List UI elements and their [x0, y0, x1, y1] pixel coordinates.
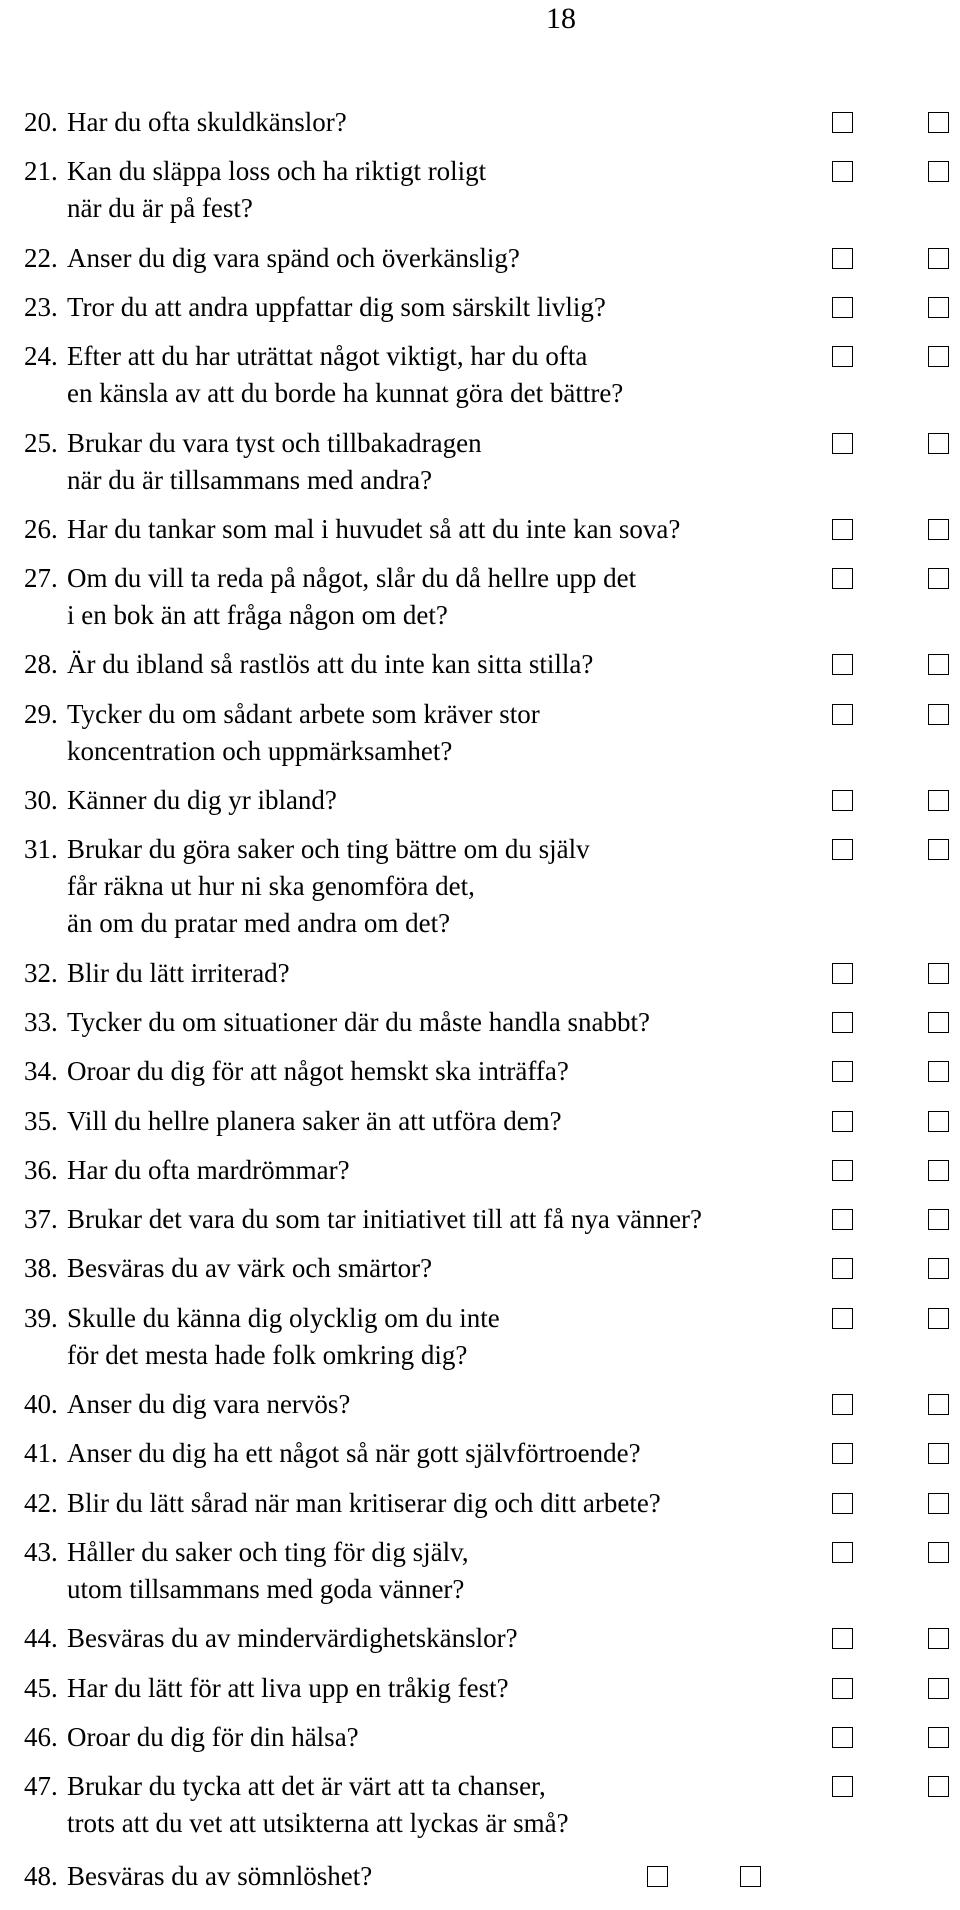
- question-text: [67, 1053, 887, 1090]
- question-text: [67, 1858, 887, 1895]
- answer-yes-checkbox[interactable]: [647, 1866, 668, 1887]
- question-text-line: en känsla av att du borde ha kunnat göra det bättre?: [67, 378, 624, 409]
- question-text-line: Besväras du av sömnlöshet?: [67, 1861, 373, 1891]
- answer-yes-checkbox[interactable]: [832, 1394, 853, 1415]
- answer-yes-checkbox[interactable]: [832, 1443, 853, 1464]
- question-text-line: Besväras du av värk och smärtor?: [67, 1253, 433, 1284]
- question-number: 45.: [24, 1672, 58, 1703]
- question-item: [24, 560, 960, 634]
- question-text: [67, 153, 887, 227]
- answer-yes-checkbox[interactable]: [832, 297, 853, 318]
- question-text: [67, 1250, 887, 1287]
- question-text-line: Brukar du göra saker och ting bättre om du själv: [67, 834, 590, 865]
- question-number: 34.: [24, 1056, 58, 1087]
- answer-yes-checkbox[interactable]: [832, 346, 853, 367]
- answer-no-checkbox[interactable]: [928, 1258, 949, 1279]
- question-item: [24, 1250, 960, 1287]
- question-item: [24, 511, 960, 548]
- question-text-line: Blir du lätt sårad när man kritiserar dig och ditt arbete?: [67, 1487, 661, 1518]
- question-item: [24, 1768, 960, 1842]
- answer-no-checkbox[interactable]: [928, 1776, 949, 1797]
- answer-no-checkbox[interactable]: [928, 1443, 949, 1464]
- question-text-line: Besväras du av mindervärdighetskänslor?: [67, 1623, 518, 1654]
- question-text-line: Efter att du har uträttat något viktigt, har du ofta: [67, 341, 588, 372]
- answer-yes-checkbox[interactable]: [832, 248, 853, 269]
- question-number: 46.: [24, 1721, 58, 1752]
- question-text-line: koncentration och uppmärksamhet?: [67, 735, 453, 766]
- question-text-line: Blir du lätt irriterad?: [67, 957, 290, 988]
- question-number: 47.: [24, 1771, 58, 1802]
- question-text-line: när du är på fest?: [67, 193, 253, 224]
- question-item: [24, 782, 960, 819]
- question-text-line: får räkna ut hur ni ska genomföra det,: [67, 871, 475, 902]
- question-number: 38.: [24, 1253, 58, 1284]
- answer-no-checkbox[interactable]: [928, 1308, 949, 1329]
- question-text-line: trots att du vet att utsikterna att lyckas är små?: [67, 1808, 569, 1839]
- question-text: [67, 560, 887, 634]
- answer-no-checkbox[interactable]: [928, 1061, 949, 1082]
- answer-yes-checkbox[interactable]: [832, 112, 853, 133]
- question-item: [24, 1004, 960, 1041]
- page-number: 18: [546, 2, 576, 35]
- question-item: [24, 831, 960, 942]
- question-number: 23.: [24, 291, 58, 322]
- question-text-line: Anser du dig vara nervös?: [67, 1389, 351, 1419]
- answer-no-checkbox[interactable]: [928, 1727, 949, 1748]
- answer-no-checkbox[interactable]: [928, 248, 949, 269]
- question-item: [24, 425, 960, 499]
- question-text: [67, 955, 887, 992]
- question-text: [67, 646, 887, 683]
- question-number: 25.: [24, 427, 58, 458]
- answer-yes-checkbox[interactable]: [832, 1012, 853, 1033]
- question-text-line: Brukar du tycka att det är värt att ta chanser,: [67, 1771, 546, 1802]
- answer-yes-checkbox[interactable]: [832, 839, 853, 860]
- answer-yes-checkbox[interactable]: [832, 963, 853, 984]
- question-item: [24, 696, 960, 770]
- question-number: 44.: [24, 1623, 58, 1654]
- answer-yes-checkbox[interactable]: [832, 1308, 853, 1329]
- question-text-line: Om du vill ta reda på något, slår du då hellre upp det: [67, 563, 637, 594]
- answer-no-checkbox[interactable]: [928, 963, 949, 984]
- question-item: [24, 1719, 960, 1756]
- question-number: 26.: [24, 513, 58, 544]
- answer-no-checkbox[interactable]: [928, 1394, 949, 1415]
- question-number: 40.: [24, 1389, 58, 1419]
- question-text-line: Är du ibland så rastlös att du inte kan sitta stilla?: [67, 649, 594, 680]
- question-number: 43.: [24, 1536, 58, 1567]
- question-text: [67, 1201, 887, 1238]
- question-text-line: Tycker du om situationer där du måste handla snabbt?: [67, 1006, 650, 1037]
- question-text-line: Har du tankar som mal i huvudet så att du inte kan sova?: [67, 513, 681, 544]
- question-text: [67, 1152, 887, 1189]
- question-item: [24, 1152, 960, 1189]
- question-item: [24, 1103, 960, 1140]
- answer-no-checkbox[interactable]: [928, 433, 949, 454]
- question-number: 32.: [24, 957, 58, 988]
- answer-no-checkbox[interactable]: [928, 1678, 949, 1699]
- question-text: [67, 1768, 887, 1842]
- question-number: 42.: [24, 1487, 58, 1518]
- question-number: 37.: [24, 1204, 58, 1235]
- question-text: [67, 831, 887, 942]
- answer-yes-checkbox[interactable]: [832, 654, 853, 675]
- question-text-line: när du är tillsammans med andra?: [67, 464, 433, 495]
- answer-yes-checkbox[interactable]: [832, 1628, 853, 1649]
- question-number: 29.: [24, 698, 58, 729]
- answer-yes-checkbox[interactable]: [832, 1160, 853, 1181]
- question-number: 36.: [24, 1154, 58, 1185]
- question-text: [67, 1670, 887, 1707]
- question-item: [24, 1620, 960, 1657]
- answer-no-checkbox[interactable]: [928, 1628, 949, 1649]
- answer-no-checkbox[interactable]: [928, 112, 949, 133]
- question-item: [24, 1670, 960, 1707]
- answer-no-checkbox[interactable]: [928, 1209, 949, 1230]
- question-item: [24, 104, 960, 141]
- question-text-line: Oroar du dig för att något hemskt ska inträffa?: [67, 1056, 569, 1087]
- answer-yes-checkbox[interactable]: [832, 1209, 853, 1230]
- question-text-line: Brukar det vara du som tar initiativet till att få nya vänner?: [67, 1204, 703, 1235]
- question-text-line: Har du lätt för att liva upp en tråkig fest?: [67, 1672, 509, 1703]
- answer-yes-checkbox[interactable]: [832, 433, 853, 454]
- answer-yes-checkbox[interactable]: [832, 1678, 853, 1699]
- answer-no-checkbox[interactable]: [928, 1160, 949, 1181]
- question-number: 30.: [24, 785, 58, 815]
- question-item: [24, 153, 960, 227]
- answer-no-checkbox[interactable]: [928, 1493, 949, 1514]
- question-text-line: Har du ofta mardrömmar?: [67, 1154, 350, 1185]
- question-text: [67, 782, 887, 819]
- question-text-line: Tycker du om sådant arbete som kräver stor: [67, 698, 540, 729]
- question-item: [24, 1386, 960, 1423]
- question-text-line: Anser du dig vara spänd och överkänslig?: [67, 242, 520, 273]
- question-text: [67, 696, 887, 770]
- question-number: 33.: [24, 1006, 58, 1037]
- question-item: [24, 1053, 960, 1090]
- question-number: 21.: [24, 156, 58, 187]
- question-item: [24, 1201, 960, 1238]
- answer-yes-checkbox[interactable]: [832, 519, 853, 540]
- question-number: 35.: [24, 1105, 58, 1136]
- question-text: [67, 425, 887, 499]
- answer-no-checkbox[interactable]: [928, 346, 949, 367]
- question-text: [67, 1004, 887, 1041]
- question-number: 41.: [24, 1438, 58, 1469]
- answer-no-checkbox[interactable]: [928, 1012, 949, 1033]
- question-text-line: Skulle du känna dig olycklig om du inte: [67, 1302, 500, 1333]
- answer-no-checkbox[interactable]: [928, 519, 949, 540]
- question-text: [67, 240, 887, 277]
- question-text-line: Vill du hellre planera saker än att utföra dem?: [67, 1105, 562, 1136]
- question-number: 20.: [24, 107, 58, 137]
- question-text: [67, 1435, 887, 1472]
- answer-no-checkbox[interactable]: [740, 1866, 761, 1887]
- question-text-line: för det mesta hade folk omkring dig?: [67, 1339, 468, 1370]
- question-text-line: Brukar du vara tyst och tillbakadragen: [67, 427, 482, 458]
- question-number: 27.: [24, 563, 58, 594]
- question-text: [67, 1534, 887, 1608]
- answer-yes-checkbox[interactable]: [832, 1258, 853, 1279]
- question-text: [67, 1300, 887, 1374]
- question-text-line: Tror du att andra uppfattar dig som särskilt livlig?: [67, 291, 606, 322]
- answer-no-checkbox[interactable]: [928, 790, 949, 811]
- answer-yes-checkbox[interactable]: [832, 1727, 853, 1748]
- question-number: 22.: [24, 242, 58, 273]
- question-text-line: än om du pratar med andra om det?: [67, 908, 451, 939]
- question-text: [67, 1485, 887, 1522]
- question-text-line: Känner du dig yr ibland?: [67, 785, 337, 815]
- answer-yes-checkbox[interactable]: [832, 790, 853, 811]
- answer-yes-checkbox[interactable]: [832, 568, 853, 589]
- question-item: [24, 1858, 960, 1895]
- answer-yes-checkbox[interactable]: [832, 704, 853, 725]
- question-text-line: Anser du dig ha ett något så när gott självförtroende?: [67, 1438, 641, 1469]
- question-item: [24, 338, 960, 412]
- question-text: [67, 289, 887, 326]
- question-item: [24, 1534, 960, 1608]
- answer-yes-checkbox[interactable]: [832, 1776, 853, 1797]
- question-text-line: utom tillsammans med goda vänner?: [67, 1573, 465, 1604]
- question-text-line: Kan du släppa loss och ha riktigt roligt: [67, 156, 487, 187]
- question-text-line: Håller du saker och ting för dig själv,: [67, 1536, 469, 1567]
- answer-no-checkbox[interactable]: [928, 704, 949, 725]
- answer-yes-checkbox[interactable]: [832, 161, 853, 182]
- question-text-line: Oroar du dig för din hälsa?: [67, 1721, 359, 1752]
- question-number: 31.: [24, 834, 58, 865]
- question-item: [24, 289, 960, 326]
- question-text: [67, 1386, 887, 1423]
- question-item: [24, 1300, 960, 1374]
- question-item: [24, 1435, 960, 1472]
- answer-no-checkbox[interactable]: [928, 568, 949, 589]
- question-number: 39.: [24, 1302, 58, 1333]
- answer-no-checkbox[interactable]: [928, 839, 949, 860]
- answer-no-checkbox[interactable]: [928, 297, 949, 318]
- question-item: [24, 955, 960, 992]
- question-number: 28.: [24, 649, 58, 680]
- question-number: 24.: [24, 341, 58, 372]
- question-number: 48.: [24, 1861, 58, 1891]
- answer-no-checkbox[interactable]: [928, 1111, 949, 1132]
- question-text-line: i en bok än att fråga någon om det?: [67, 600, 448, 631]
- question-text: [67, 1103, 887, 1140]
- question-text: [67, 338, 887, 412]
- question-text: [67, 104, 887, 141]
- question-item: [24, 646, 960, 683]
- question-item: [24, 1485, 960, 1522]
- question-text: [67, 511, 887, 548]
- question-text: [67, 1620, 887, 1657]
- answer-yes-checkbox[interactable]: [832, 1493, 853, 1514]
- answer-yes-checkbox[interactable]: [832, 1542, 853, 1563]
- question-text: [67, 1719, 887, 1756]
- answer-no-checkbox[interactable]: [928, 654, 949, 675]
- answer-yes-checkbox[interactable]: [832, 1111, 853, 1132]
- answer-no-checkbox[interactable]: [928, 161, 949, 182]
- answer-no-checkbox[interactable]: [928, 1542, 949, 1563]
- question-text-line: Har du ofta skuldkänslor?: [67, 107, 347, 137]
- answer-yes-checkbox[interactable]: [832, 1061, 853, 1082]
- question-item: [24, 240, 960, 277]
